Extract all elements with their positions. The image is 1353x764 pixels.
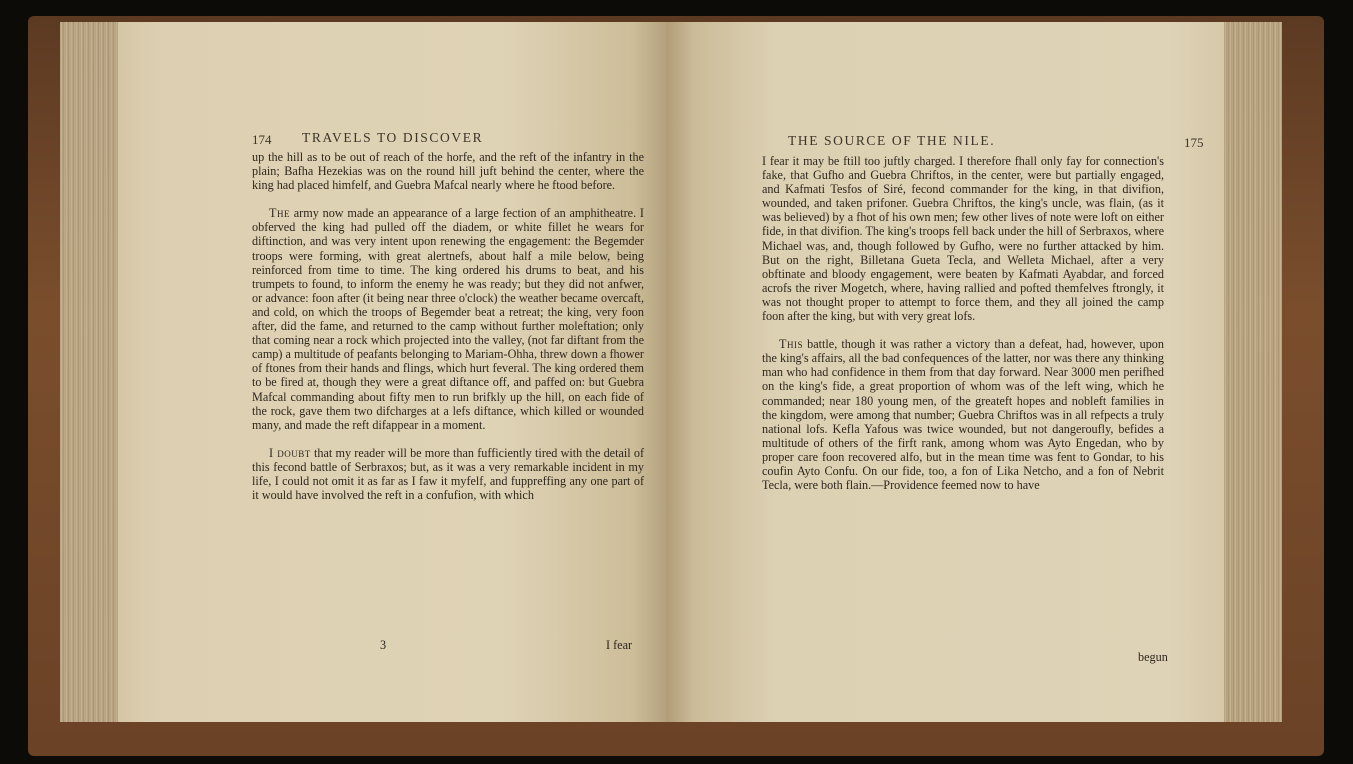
paragraph bbox=[252, 150, 644, 192]
signature-mark: 3 bbox=[380, 638, 387, 652]
paragraph bbox=[762, 154, 1164, 323]
paragraph-text: army now made an appearance of a large fection of an amphitheatre. I obferved the king had pulled off the diadem, or white fillet he wears for diftinction, and was very intent upon renewing the engagement: the Begemder troops were forming, with great alertnefs, about half a mile below, being reinforced from time to time. The king ordered his drums to beat, and his trumpets to found, to inform the enemy he was ready; but they did not anfwer, or advance: foon after (it being near three o'clock) the weather became overcaft, and cold, on which the troops of Begemder beat a retreat; the king, very foon after, did the fame, and returned to the camp without further moleftation; only that coming near a rock which projected into the valley, (not far diftant from the camp) a multitude of peafants belonging to Mariam-Ohha, threw down a fhower of ftones from their hands and flings, which hurt feveral. The king ordered them to be fired at, though they were a great diftance off, and paffed on: but Guebra Mafcal commanding about fifty men to run brifkly up the hill, on each fide of the rock, gave them two difcharges at a lefs diftance, which killed or wounded many, and made the reft difappear in a moment. bbox=[252, 206, 644, 432]
paragraph-lead: The bbox=[269, 206, 290, 221]
body-text bbox=[252, 150, 644, 502]
page-edges-right bbox=[1222, 22, 1282, 722]
paragraph-lead: I doubt bbox=[269, 445, 311, 460]
page-number: 175 bbox=[1184, 135, 1204, 150]
body-text bbox=[762, 154, 1164, 492]
paragraph-text: I fear it may be ftill too juftly charged. I therefore fhall only fay for connection's fake, that Gufho and Guebra Chriftos, in the center, were but partially engaged, and Kafmati Tesfos of Siré, fecond commander for the king, in that divifion, wounded, and taken prifoner. Guebra Chriftos, the king's uncle, was flain, (as it was believed) by a fhot of his own men; few other lives of note were loft on either fide, in that divifion. The king's troops fell back under the hill of Serbraxos, where Michael was, and, though followed by Gufho, were no further attacked by him. But on the right, Billetana Gueta Tecla, and Welleta Michael, after a very obftinate and bloody engagement, were beaten by Kafmati Ayabdar, and forced acrofs the river Mogetch, where, having rallied and pofted themfelves ftrongly, it was not thought proper to attempt to force them, and they all joined the camp foon after the king, but with very great lofs. bbox=[762, 154, 1164, 324]
paragraph-lead: This bbox=[779, 337, 803, 352]
right-page bbox=[666, 22, 1224, 722]
paragraph bbox=[252, 206, 644, 432]
catchword: begun bbox=[1138, 650, 1168, 664]
page-number: 174 bbox=[252, 132, 272, 147]
running-head: THE SOURCE OF THE NILE. bbox=[788, 133, 996, 148]
left-page bbox=[118, 22, 666, 722]
paragraph bbox=[762, 337, 1164, 492]
paragraph bbox=[252, 446, 644, 502]
paragraph-text: up the hill as to be out of reach of the horfe, and the reft of the infantry in the plain; Bafha Hezekias was on the round hill juft behind the center, where the king had placed himfelf, and Guebra Mafcal nearly where he ftood before. bbox=[252, 150, 644, 193]
catchword: I fear bbox=[606, 638, 633, 652]
running-head: TRAVELS TO DISCOVER bbox=[302, 130, 484, 145]
paragraph-text: that my reader will be more than fufficiently tired with the detail of this fecond battle of Serbraxos; but, as it was a very remarkable incident in my life, I could not omit it as far as I faw it myfelf, and fuppreffing any one part of it would have involved the reft in a confufion, with which bbox=[252, 445, 644, 503]
page-edges-left bbox=[60, 22, 120, 722]
paragraph-text: battle, though it was rather a victory than a defeat, had, however, upon the king's affairs, all the bad confequences of the latter, nor was there any thinking man who had confidence in them from that day forward. Near 3000 men perifhed on the king's fide, a great proportion of whom was of the left wing, which he commanded; near 180 young men, of the greateft hopes and nobleft families in the kingdom, were among that number; Guebra Chriftos was in all refpects a truly national lofs. Kefla Yafous was twice wounded, but not dangeroufly, befides a multitude of others of the firft rank, among whom was Ayto Engedan, who by proper care foon recovered alfo, but in the mean time was fent to Gondar, to his coufin Ayto Confu. On our fide, too, a fon of Lika Netcho, and a fon of Nebrit Tecla, were both flain.—Providence feemed now to have bbox=[762, 337, 1164, 493]
